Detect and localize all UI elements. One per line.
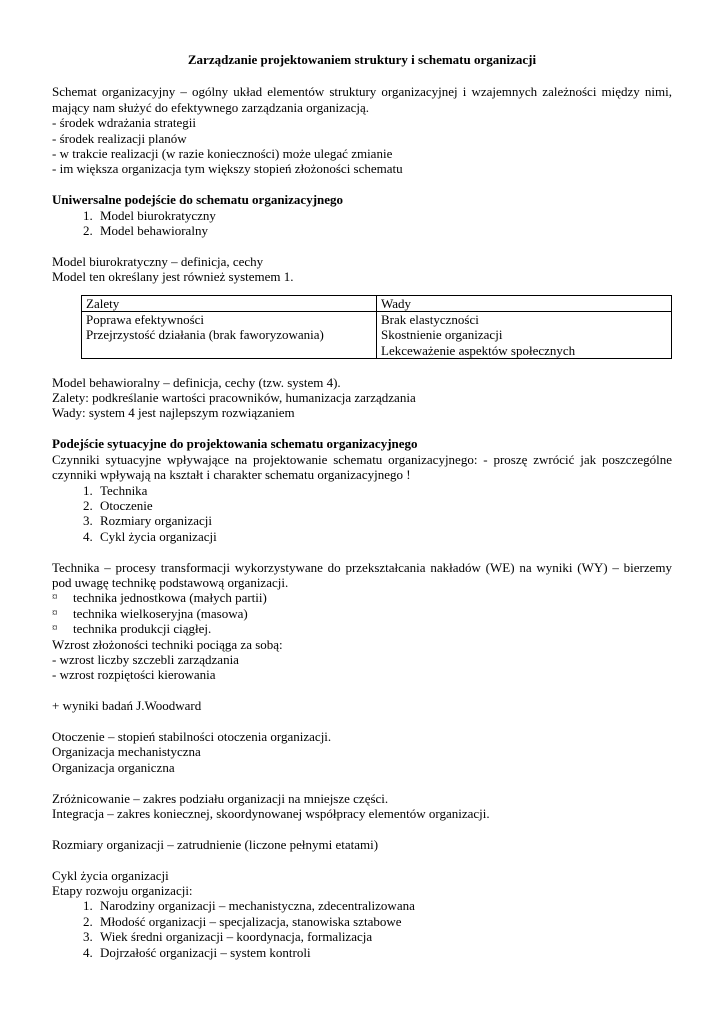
- universal-heading: Uniwersalne podejście do schematu organizacyjnego: [52, 192, 344, 208]
- list-item: ¤ technika wielkoseryjna (masowa): [52, 606, 672, 621]
- situational-heading: Podejście sytuacyjne do projektowania schematu organizacyjnego: [52, 436, 418, 452]
- table-header-cell: Zalety: [82, 295, 377, 311]
- list-item: 1. Technika: [96, 483, 672, 498]
- universal-list: [52, 208, 672, 239]
- effect-line: - wzrost liczby szczebli zarządzania: [52, 651, 239, 667]
- list-item: 2. Otoczenie: [96, 498, 672, 513]
- list-item: 3. Rozmiary organizacji: [96, 513, 672, 528]
- table-header-cell: Wady: [377, 295, 672, 311]
- woodward-line: + wyniki badań J.Woodward: [52, 698, 202, 714]
- behavioral-line: Zalety: podkreślanie wartości pracowników, humanizacja zarządzania: [52, 390, 416, 406]
- intro-point: - środek wdrażania strategii: [52, 115, 197, 131]
- size-line: Rozmiary organizacji – zatrudnienie (liczone pełnymi etatami): [52, 836, 379, 852]
- list-item: ¤ technika produkcji ciągłej.: [52, 621, 672, 636]
- technology-bullets: [52, 590, 672, 636]
- bureaucratic-line: Model ten określany jest również systemem 1.: [52, 269, 294, 285]
- intro-point: - im większa organizacja tym większy stopień złożoności schematu: [52, 161, 403, 177]
- list-item: 4. Dojrzałość organizacji – system kontroli: [96, 945, 672, 960]
- lifecycle-line: Etapy rozwoju organizacji:: [52, 882, 193, 898]
- table-row: [82, 312, 672, 359]
- bureaucratic-line: Model biurokratyczny – definicja, cechy: [52, 253, 264, 269]
- list-item: 4. Cykl życia organizacji: [96, 529, 672, 544]
- behavioral-line: Wady: system 4 jest najlepszym rozwiązaniem: [52, 405, 295, 421]
- complexity-line: Wzrost złożoności techniki pociąga za sobą:: [52, 636, 283, 652]
- differentiation-line: Zróżnicowanie – zakres podziału organizacji na mniejsze części.: [52, 790, 389, 806]
- pro-item: Poprawa efektywności: [86, 312, 205, 328]
- situational-paragraph: Czynniki sytuacyjne wpływające na projektowanie schematu organizacyjnego: - proszę zwrócić jak poszczególne czynniki wpływają na kształt i charakter schematu organizacyjnego !: [52, 451, 672, 483]
- behavioral-line: Model behawioralny – definicja, cechy (tzw. system 4).: [52, 374, 341, 390]
- list-item: 2. Młodość organizacji – specjalizacja, stanowiska sztabowe: [96, 914, 672, 929]
- intro-point: - środek realizacji planów: [52, 130, 187, 146]
- environment-line: Organizacja organiczna: [52, 759, 175, 775]
- table-header-row: [82, 295, 672, 311]
- integration-line: Integracja – zakres koniecznej, skoordynowanej współpracy elementów organizacji.: [52, 805, 490, 821]
- pro-item: Przejrzystość działania (brak faworyzowania): [86, 327, 324, 343]
- intro-point: - w trakcie realizacji (w razie konieczności) może ulegać zmianie: [52, 146, 393, 162]
- list-item: 1. Narodziny organizacji – mechanistyczna, zdecentralizowana: [96, 898, 672, 913]
- pros-cell: [82, 312, 377, 359]
- situational-list: [52, 483, 672, 545]
- con-item: Brak elastyczności: [381, 312, 479, 328]
- effect-line: - wzrost rozpiętości kierowania: [52, 667, 216, 683]
- con-item: Skostnienie organizacji: [381, 327, 503, 343]
- document-page: [52, 52, 672, 960]
- intro-paragraph: Schemat organizacyjny – ogólny układ elementów struktury organizacyjnej i wzajemnych zależności między nimi, mający nam służyć do efektywnego zarządzania organizacją.: [52, 84, 672, 115]
- list-item: 3. Wiek średni organizacji – koordynacja, formalizacja: [96, 929, 672, 944]
- list-item: 2. Model behawioralny: [96, 223, 672, 238]
- environment-line: Otoczenie – stopień stabilności otoczenia organizacji.: [52, 728, 332, 744]
- lifecycle-line: Cykl życia organizacji: [52, 867, 169, 883]
- cons-cell: [377, 312, 672, 359]
- technology-paragraph: Technika – procesy transformacji wykorzystywane do przekształcania nakładów (WE) na wyniki (WY) – bierzemy pod uwagę technikę podstawową organizacji.: [52, 559, 672, 590]
- pros-cons-table: [81, 295, 672, 360]
- list-item: ¤ technika jednostkowa (małych partii): [52, 590, 672, 605]
- list-item: 1. Model biurokratyczny: [96, 208, 672, 223]
- con-item: Lekceważenie aspektów społecznych: [381, 342, 576, 358]
- document-title: Zarządzanie projektowaniem struktury i schematu organizacji: [187, 52, 537, 67]
- environment-line: Organizacja mechanistyczna: [52, 744, 201, 760]
- lifecycle-list: [52, 898, 672, 960]
